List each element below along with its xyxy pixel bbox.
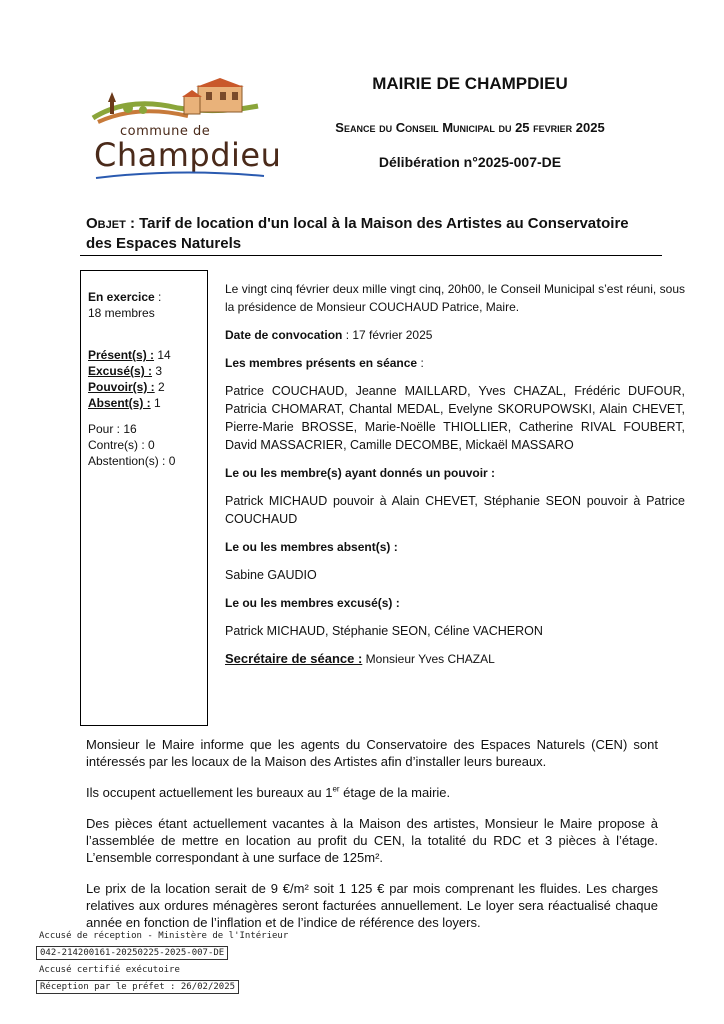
excuses-list: Patrick MICHAUD, Stéphanie SEON, Céline VACHERON	[225, 624, 543, 638]
objet-text: Tarif de location d'un local à la Maison des Artistes au Conservatoire des Espaces Naturels	[86, 215, 629, 252]
p2-sup: er	[332, 784, 340, 794]
stamp-line-2: 042-214200161-20250225-2025-007-DE	[36, 946, 228, 960]
p2-text-b: étage de la mairie.	[339, 785, 451, 800]
absent-value: 1	[154, 396, 161, 410]
body-paragraph-2	[86, 784, 658, 801]
present-value: 14	[157, 348, 171, 362]
presents-label: Les membres présents en séance	[225, 356, 418, 370]
vote-pour: Pour : 16	[88, 422, 137, 436]
present-label: Présent(s) :	[88, 348, 155, 362]
deliberation-body	[86, 736, 658, 945]
vote-abstention: Abstention(s) : 0	[88, 454, 176, 468]
excuse-label: Excusé(s) :	[88, 364, 153, 378]
presents-heading	[225, 354, 685, 372]
body-paragraph-1: Monsieur le Maire informe que les agents du Conservatoire des Espaces Naturels (CEN) sont intéressés par les locaux de la Maison des Artistes afin d’installer leurs bureaux.	[86, 737, 658, 769]
pouvoir-heading: Le ou les membre(s) ayant donnés un pouvoir :	[225, 466, 496, 480]
exercice-value: 18 membres	[88, 306, 155, 320]
exercice-label: En exercice	[88, 290, 155, 304]
body-paragraph-4: Le prix de la location serait de 9 €/m² soit 1 125 € par mois comprenant les fluides. Les charges relatives aux ordures ménagères seront facturées annuellement. Le loyer sera réactualisé chaque année en fonction de l’inflation et de l’indice de référence des loyers.	[86, 881, 658, 930]
deliberation-number: Délibération n°2025-007-DE	[378, 154, 562, 170]
pouvoir-label: Pouvoir(s) :	[88, 380, 155, 394]
secretaire-value: Monsieur Yves CHAZAL	[362, 652, 495, 666]
logo-underline-icon	[88, 170, 268, 182]
seance-line: Seance du Conseil Municipal du 25 fevrier 2025	[335, 120, 605, 135]
excuse-value: 3	[155, 364, 163, 378]
absent-label: Absent(s) :	[88, 396, 151, 410]
presents-list: Patrice COUCHAUD, Jeanne MAILLARD, Yves CHAZAL, Frédéric DUFOUR, Patricia CHOMARAT, Chantal MEDAL, Evelyne SKORUPOWSKI, Alain CHEVET, Pierre-Marie BROSSE, Marie-Noëlle THIOLLIER, Catherine RIVAL FOUBERT, David MASSACRIER, Camille DECOMBE, Mickaël MASSARO	[225, 384, 685, 452]
convocation-line	[225, 326, 685, 344]
session-details	[225, 280, 685, 678]
commune-logo	[88, 78, 282, 182]
presents-sep: :	[417, 356, 424, 370]
absents-heading: Le ou les membres absent(s) :	[225, 540, 398, 554]
objet-label: Objet :	[86, 215, 135, 232]
convocation-label: Date de convocation	[225, 328, 343, 342]
exercice-sep: :	[154, 290, 162, 304]
session-intro: Le vingt cinq février deux mille vingt cinq, 20h00, le Conseil Municipal s’est réuni, sous la présidence de Monsieur COUCHAUD Patrice, Maire.	[225, 282, 685, 314]
page-title: MAIRIE DE CHAMPDIEU	[372, 74, 568, 93]
pouvoir-list: Patrick MICHAUD pouvoir à Alain CHEVET, Stéphanie SEON pouvoir à Patrice COUCHAUD	[225, 494, 685, 526]
convocation-value: : 17 février 2025	[342, 328, 433, 342]
stamp-line-3: Accusé certifié exécutoire	[39, 965, 180, 975]
logo-line1: commune de	[120, 124, 211, 139]
p2-text-a: Ils occupent actuellement les bureaux au 1	[86, 785, 333, 800]
membership-summary-box	[80, 270, 208, 726]
body-paragraph-3: Des pièces étant actuellement vacantes à la Maison des artistes, Monsieur le Maire propose à l’assemblée de mettre en location au profit du CEN, la totalité du RDC et 3 pièces à l’étage. L’ensemble correspondant à une surface de 125m².	[86, 816, 658, 865]
absents-list: Sabine GAUDIO	[225, 568, 317, 582]
pouvoir-value: 2	[158, 380, 165, 394]
objet-heading	[86, 214, 656, 254]
secretaire-label: Secrétaire de séance :	[225, 651, 363, 666]
vote-contre: Contre(s) : 0	[88, 438, 155, 452]
stamp-line-1: Accusé de réception - Ministère de l'Intérieur	[39, 931, 289, 941]
stamp-line-4: Réception par le préfet : 26/02/2025	[36, 980, 239, 994]
logo-line2: Champdieu	[94, 136, 282, 174]
secretaire-line	[225, 650, 685, 668]
objet-divider	[80, 255, 662, 256]
excuses-heading: Le ou les membres excusé(s) :	[225, 596, 400, 610]
